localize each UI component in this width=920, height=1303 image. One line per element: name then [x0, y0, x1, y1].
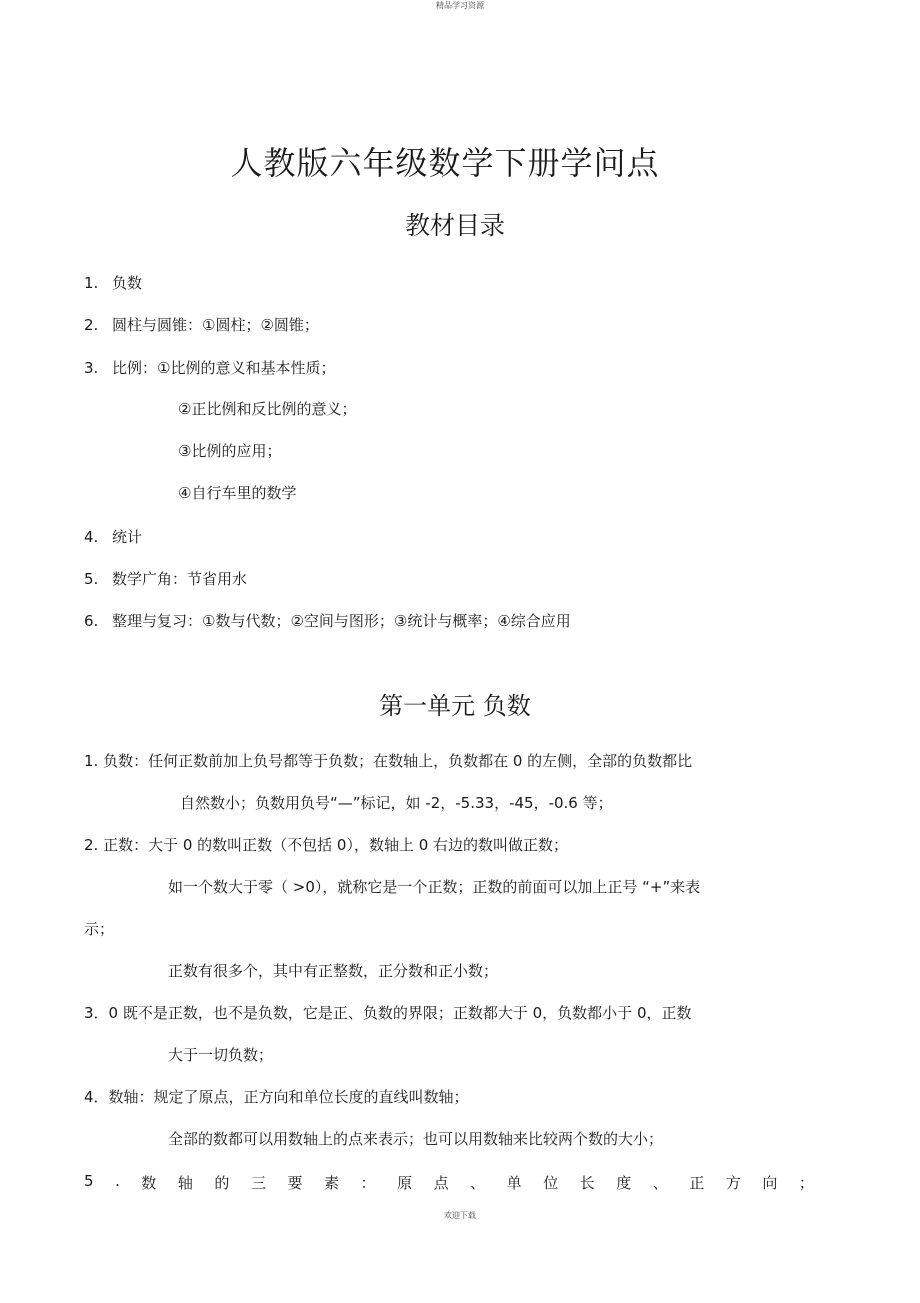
- unit1-line: 2. 正数：大于 0 的数叫正数（不包括 0），数轴上 0 右边的数叫做正数；: [84, 836, 569, 854]
- unit1-line: 1. 负数：任何正数前加上负号都等于负数；在数轴上，负数都在 0 的左侧，全部的负数都比: [84, 752, 693, 770]
- unit1-item5: 5 . 数 轴 的 三 要 素 ： 原 点 、 单 位 长 度 、 正 方 向 ；: [84, 1172, 814, 1192]
- toc-item: 1. 负数: [84, 274, 143, 292]
- toc-item: 5. 数学广角：节省用水: [84, 570, 248, 588]
- unit1-line: 如一个数大于零（ >0），就称它是一个正数；正数的前面可以加上正号 “+”来表: [168, 878, 701, 896]
- toc-heading: 教材目录: [404, 211, 505, 240]
- page-footer: 欢迎下载: [444, 1211, 476, 1220]
- toc-item: 4. 统计: [84, 528, 143, 546]
- page-header: 精品学习资源: [436, 1, 484, 10]
- document-title: 人教版六年级数学下册学问点: [230, 144, 660, 182]
- unit1-line: 全部的数都可以用数轴上的点来表示；也可以用数轴来比较两个数的大小；: [168, 1130, 664, 1148]
- toc-item: 2. 圆柱与圆锥：①圆柱；②圆锥；: [84, 316, 319, 334]
- unit1-line: 3．0 既不是正数，也不是负数，它是正、负数的界限；正数都大于 0，负数都小于 0，正数: [84, 1004, 692, 1022]
- unit1-line: 大于一切负数；: [168, 1046, 274, 1064]
- toc-item: 6. 整理与复习：①数与代数；②空间与图形；③统计与概率；④综合应用: [84, 612, 571, 630]
- unit1-line: 正数有很多个，其中有正整数，正分数和正小数；: [168, 962, 499, 980]
- unit1-line: 4．数轴：规定了原点，正方向和单位长度的直线叫数轴；: [84, 1088, 469, 1106]
- toc-subitem: ③比例的应用；: [178, 442, 282, 460]
- unit1-heading: 第一单元 负数: [379, 692, 531, 720]
- unit1-line: 自然数小；负数用负号“—”标记，如 -2，-5.33，-45，-0.6 等；: [180, 794, 613, 812]
- toc-item: 3. 比例：①比例的意义和基本性质；: [84, 359, 336, 377]
- unit1-line: 示；: [84, 920, 115, 938]
- toc-subitem: ②正比例和反比例的意义；: [178, 400, 357, 418]
- toc-subitem: ④自行车里的数学: [178, 484, 297, 502]
